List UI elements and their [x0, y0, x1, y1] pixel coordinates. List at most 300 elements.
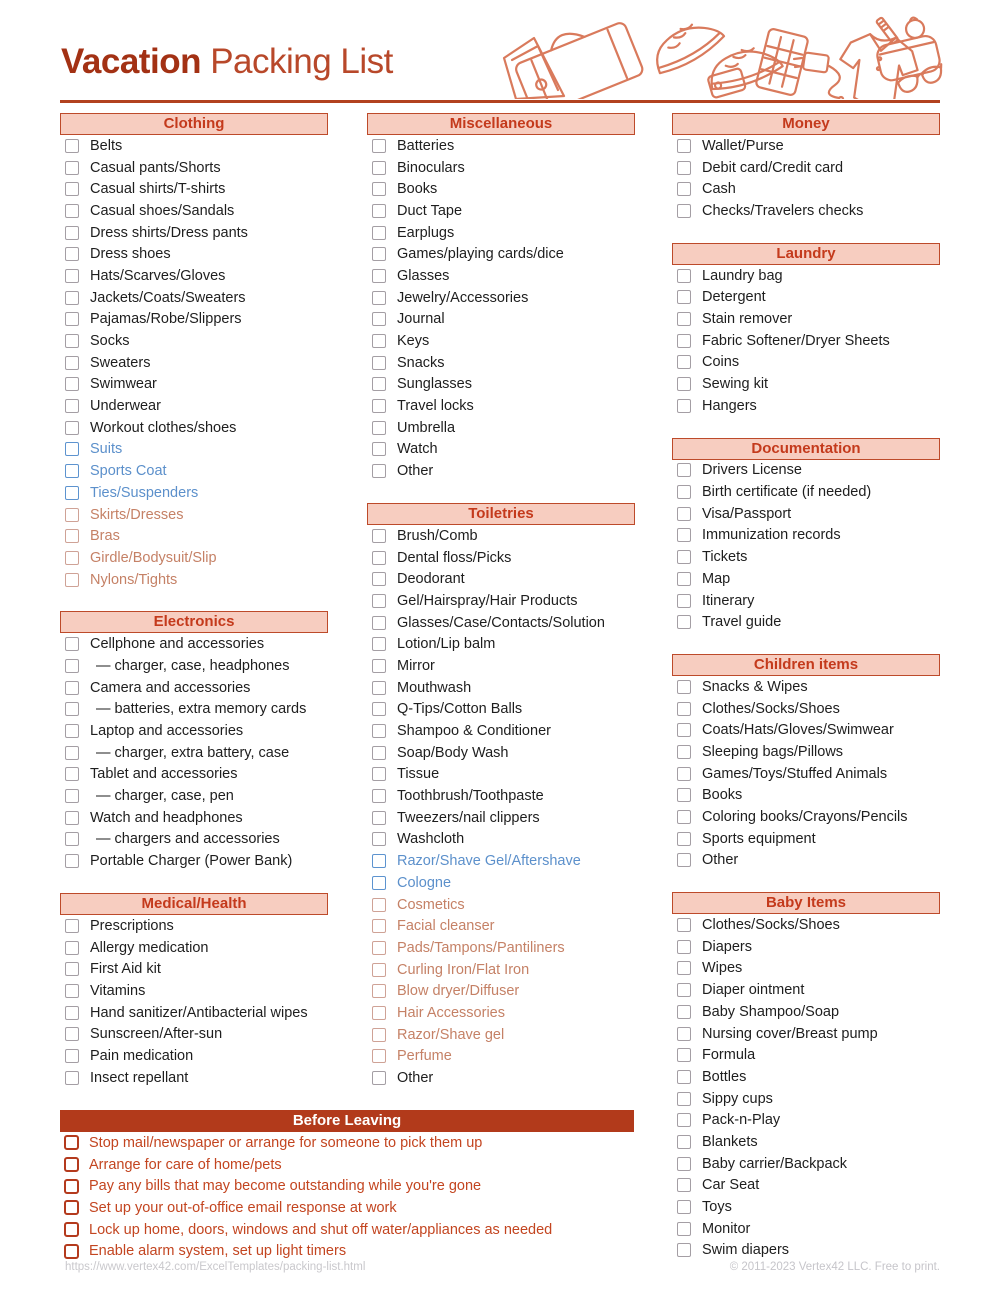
checkbox[interactable] — [65, 1049, 79, 1063]
checkbox[interactable] — [65, 789, 79, 803]
item-label: Detergent — [702, 289, 766, 306]
checkbox[interactable] — [677, 507, 691, 521]
item-label: Other — [397, 1070, 434, 1087]
item-label: Dress shoes — [90, 246, 171, 263]
checkbox[interactable] — [372, 161, 386, 175]
checklist-item — [367, 764, 635, 786]
item-label: Soap/Body Wash — [397, 744, 509, 761]
checklist-item — [367, 547, 635, 569]
checkbox[interactable] — [372, 1006, 386, 1020]
checkbox[interactable] — [677, 745, 691, 759]
section-header-money: Money — [672, 113, 940, 135]
checkbox[interactable] — [677, 1157, 691, 1171]
checkbox[interactable] — [677, 702, 691, 716]
section-header-documentation: Documentation — [672, 438, 940, 460]
checklist-item — [367, 720, 635, 742]
checklist-item — [60, 482, 328, 504]
item-label: Stop mail/newspaper or arrange for someone to pick them up — [89, 1134, 483, 1151]
checkbox[interactable] — [677, 680, 691, 694]
item-label: Formula — [702, 1047, 756, 1064]
item-label: Facial cleanser — [397, 918, 495, 935]
checkbox[interactable] — [677, 204, 691, 218]
item-label: Visa/Passport — [702, 505, 792, 522]
checkbox[interactable] — [65, 312, 79, 326]
checklist-item — [60, 157, 328, 179]
checklist-item — [60, 1240, 634, 1262]
checklist-item — [60, 915, 328, 937]
checkbox[interactable] — [372, 139, 386, 153]
checklist-item — [60, 958, 328, 980]
section-header-laundry: Laundry — [672, 243, 940, 265]
checkbox[interactable] — [65, 508, 79, 522]
checkbox[interactable] — [372, 572, 386, 586]
checklist-item — [367, 894, 635, 916]
checkbox[interactable] — [65, 464, 79, 478]
checkbox[interactable] — [372, 789, 386, 803]
charger-icon — [794, 52, 843, 99]
checkbox[interactable] — [65, 551, 79, 565]
item-label: Earplugs — [397, 224, 455, 241]
checkbox[interactable] — [677, 810, 691, 824]
checkbox[interactable] — [372, 1028, 386, 1042]
checkbox[interactable] — [64, 1157, 79, 1172]
checkbox[interactable] — [677, 1113, 691, 1127]
item-label: Coloring books/Crayons/Pencils — [702, 809, 908, 826]
checkbox[interactable] — [677, 528, 691, 542]
checkbox[interactable] — [65, 161, 79, 175]
item-label: Blow dryer/Diffuser — [397, 983, 520, 1000]
checkbox[interactable] — [372, 681, 386, 695]
checklist-item — [672, 546, 940, 568]
section-electronics — [60, 611, 328, 872]
checkbox[interactable] — [677, 1222, 691, 1236]
checkbox[interactable] — [677, 961, 691, 975]
item-label: — chargers and accessories — [96, 831, 280, 848]
checkbox[interactable] — [65, 486, 79, 500]
checkbox[interactable] — [372, 464, 386, 478]
checkbox[interactable] — [677, 723, 691, 737]
item-label: Clothes/Socks/Shoes — [702, 700, 840, 717]
checkbox[interactable] — [65, 659, 79, 673]
checkbox[interactable] — [65, 247, 79, 261]
item-label: Laundry bag — [702, 267, 783, 284]
checklist-item — [60, 1067, 328, 1089]
item-label: Swimwear — [90, 376, 157, 393]
checklist-item — [672, 850, 940, 872]
checkbox[interactable] — [372, 659, 386, 673]
checkbox[interactable] — [64, 1135, 79, 1150]
checkbox[interactable] — [677, 832, 691, 846]
checklist-item — [672, 1066, 940, 1088]
checkbox[interactable] — [65, 291, 79, 305]
checkbox[interactable] — [372, 377, 386, 391]
checklist-item — [367, 633, 635, 655]
checkbox[interactable] — [677, 1092, 691, 1106]
item-label: Allergy medication — [90, 939, 209, 956]
checklist-item — [672, 1218, 940, 1240]
checkbox[interactable] — [65, 832, 79, 846]
item-label: Pads/Tampons/Pantiliners — [397, 939, 565, 956]
section-laundry — [672, 243, 940, 417]
item-label: Enable alarm system, set up light timers — [89, 1243, 347, 1260]
footer-copyright: © 2011-2023 Vertex42 LLC. Free to print. — [729, 1261, 940, 1273]
item-label: Q-Tips/Cotton Balls — [397, 701, 523, 718]
checkbox[interactable] — [372, 594, 386, 608]
checkbox[interactable] — [677, 290, 691, 304]
checkbox[interactable] — [677, 1070, 691, 1084]
checkbox[interactable] — [64, 1244, 79, 1259]
checklist-item — [367, 699, 635, 721]
checkbox[interactable] — [65, 681, 79, 695]
checklist-item — [60, 633, 328, 655]
item-label: Tickets — [702, 549, 748, 566]
checklist-item — [367, 287, 635, 309]
checklist-item — [60, 395, 328, 417]
checkbox[interactable] — [65, 182, 79, 196]
item-label: Drivers License — [702, 462, 802, 479]
checkbox[interactable] — [372, 551, 386, 565]
item-label: Watch — [397, 441, 438, 458]
checkbox[interactable] — [677, 1135, 691, 1149]
checkbox[interactable] — [65, 962, 79, 976]
checkbox[interactable] — [677, 1178, 691, 1192]
checkbox[interactable] — [372, 811, 386, 825]
checkbox[interactable] — [372, 204, 386, 218]
checkbox[interactable] — [677, 139, 691, 153]
item-label: Hair Accessories — [397, 1004, 505, 1021]
checkbox[interactable] — [65, 1006, 79, 1020]
checkbox[interactable] — [65, 399, 79, 413]
checkbox[interactable] — [372, 269, 386, 283]
checklist-item — [60, 699, 328, 721]
item-label: Sunglasses — [397, 376, 472, 393]
item-label: Pajamas/Robe/Slippers — [90, 311, 242, 328]
checklist-item — [672, 157, 940, 179]
checklist-item — [672, 936, 940, 958]
section-header-children-items: Children items — [672, 654, 940, 676]
checklist-item — [672, 763, 940, 785]
checkbox[interactable] — [677, 615, 691, 629]
checklist-item — [60, 525, 328, 547]
checklist-item — [60, 460, 328, 482]
checkbox[interactable] — [372, 919, 386, 933]
checklist-item — [367, 655, 635, 677]
checkbox[interactable] — [677, 1005, 691, 1019]
checkbox[interactable] — [65, 377, 79, 391]
checklist-item — [367, 829, 635, 851]
checklist-item — [60, 742, 328, 764]
section-header-toiletries: Toiletries — [367, 503, 635, 525]
checkbox[interactable] — [65, 724, 79, 738]
item-label: Snacks & Wipes — [702, 678, 808, 695]
checklist-item — [672, 1023, 940, 1045]
item-label: Monitor — [702, 1220, 751, 1237]
checkbox[interactable] — [677, 182, 691, 196]
item-label: Itinerary — [702, 592, 755, 609]
checkbox[interactable] — [65, 139, 79, 153]
item-label: Coats/Hats/Gloves/Swimwear — [702, 722, 894, 739]
checkbox[interactable] — [65, 573, 79, 587]
checklist-item — [672, 611, 940, 633]
item-label: Shampoo & Conditioner — [397, 723, 551, 740]
checkbox[interactable] — [677, 485, 691, 499]
checklist-item — [367, 243, 635, 265]
checkbox[interactable] — [64, 1222, 79, 1237]
checkbox[interactable] — [372, 898, 386, 912]
item-label: Mirror — [397, 657, 435, 674]
checkbox[interactable] — [677, 550, 691, 564]
item-label: Sippy cups — [702, 1090, 773, 1107]
item-label: Set up your out-of-office email response at work — [89, 1199, 397, 1216]
checklist-item — [60, 135, 328, 157]
checkbox[interactable] — [372, 421, 386, 435]
checkbox[interactable] — [677, 161, 691, 175]
section-header-medical-health: Medical/Health — [60, 893, 328, 915]
item-label: Dress shirts/Dress pants — [90, 224, 248, 241]
item-label: Hangers — [702, 397, 757, 414]
section-header-miscellaneous: Miscellaneous — [367, 113, 635, 135]
column-right — [672, 113, 940, 1261]
checklist-item — [367, 807, 635, 829]
item-label: Lock up home, doors, windows and shut off water/appliances as needed — [89, 1221, 553, 1238]
checklist-item — [672, 806, 940, 828]
checkbox[interactable] — [65, 941, 79, 955]
item-label: Skirts/Dresses — [90, 506, 184, 523]
item-label: Swim diapers — [702, 1242, 790, 1259]
checkbox[interactable] — [677, 463, 691, 477]
checklist-item — [367, 1046, 635, 1068]
checklist-item — [60, 439, 328, 461]
page-title-bold: Vacation — [61, 42, 201, 81]
checkbox[interactable] — [372, 334, 386, 348]
item-label: Diaper ointment — [702, 982, 805, 999]
checklist-item — [60, 417, 328, 439]
section-money — [672, 113, 940, 222]
checkbox[interactable] — [372, 702, 386, 716]
checkbox[interactable] — [677, 594, 691, 608]
item-label: Baby Shampoo/Soap — [702, 1003, 840, 1020]
checkbox[interactable] — [64, 1200, 79, 1215]
checkbox[interactable] — [64, 1179, 79, 1194]
item-label: — charger, case, pen — [96, 788, 234, 805]
checkbox[interactable] — [65, 702, 79, 716]
checkbox[interactable] — [65, 984, 79, 998]
item-label: Map — [702, 570, 731, 587]
checklist-item — [672, 1001, 940, 1023]
checkbox[interactable] — [677, 572, 691, 586]
item-label: Hats/Scarves/Gloves — [90, 267, 226, 284]
checklist-item — [672, 481, 940, 503]
footer-url: https://www.vertex42.com/ExcelTemplates/packing-list.html — [65, 1261, 366, 1273]
checkbox[interactable] — [677, 918, 691, 932]
checkbox[interactable] — [677, 1027, 691, 1041]
before-leaving-host — [60, 1110, 634, 1262]
checkbox[interactable] — [372, 724, 386, 738]
checkbox[interactable] — [65, 767, 79, 781]
item-label: Pain medication — [90, 1047, 194, 1064]
checkbox[interactable] — [65, 1071, 79, 1085]
checklist-item — [60, 807, 328, 829]
checklist-item — [672, 460, 940, 482]
item-label: Cosmetics — [397, 896, 465, 913]
item-label: Lotion/Lip balm — [397, 636, 496, 653]
checkbox[interactable] — [372, 356, 386, 370]
checkbox[interactable] — [65, 334, 79, 348]
item-label: Debit card/Credit card — [702, 159, 844, 176]
checkbox[interactable] — [677, 355, 691, 369]
checkbox[interactable] — [677, 853, 691, 867]
item-label: Nursing cover/Breast pump — [702, 1025, 878, 1042]
item-label: Underwear — [90, 398, 161, 415]
checkbox[interactable] — [65, 421, 79, 435]
item-label: Sweaters — [90, 354, 151, 371]
checkbox[interactable] — [677, 788, 691, 802]
item-label: Travel locks — [397, 398, 474, 415]
checkbox[interactable] — [677, 767, 691, 781]
section-clothing — [60, 113, 328, 590]
section-header-before-leaving: Before Leaving — [60, 1110, 634, 1132]
item-label: Birth certificate (if needed) — [702, 484, 872, 501]
item-label: — charger, extra battery, case — [96, 744, 290, 761]
item-label: Bottles — [702, 1068, 747, 1085]
checkbox[interactable] — [65, 269, 79, 283]
checkbox[interactable] — [677, 1243, 691, 1257]
item-label: Suits — [90, 441, 123, 458]
item-label: Casual shoes/Sandals — [90, 202, 235, 219]
item-label: Games/playing cards/dice — [397, 246, 564, 263]
checkbox[interactable] — [372, 941, 386, 955]
item-label: Vitamins — [90, 982, 146, 999]
item-label: Brush/Comb — [397, 527, 478, 544]
checklist-item — [672, 503, 940, 525]
checkbox[interactable] — [372, 247, 386, 261]
item-label: Girdle/Bodysuit/Slip — [90, 549, 217, 566]
checklist-item — [672, 958, 940, 980]
checklist-item — [367, 612, 635, 634]
checkbox[interactable] — [372, 984, 386, 998]
item-label: Camera and accessories — [90, 679, 251, 696]
checkbox[interactable] — [677, 399, 691, 413]
checklist-item — [672, 914, 940, 936]
item-label: Tissue — [397, 766, 440, 783]
item-label: Tweezers/nail clippers — [397, 809, 540, 826]
checkbox[interactable] — [677, 983, 691, 997]
checkbox[interactable] — [677, 334, 691, 348]
checklist-item — [672, 1044, 940, 1066]
item-label: Sewing kit — [702, 376, 769, 393]
section-before-leaving — [60, 1110, 634, 1262]
checkbox[interactable] — [372, 529, 386, 543]
checkbox[interactable] — [372, 226, 386, 240]
checkbox[interactable] — [372, 291, 386, 305]
checkbox[interactable] — [372, 767, 386, 781]
item-label: Books — [702, 787, 743, 804]
checklist-item — [60, 200, 328, 222]
item-label: Coins — [702, 354, 740, 371]
checklist-item — [60, 330, 328, 352]
checklist-item — [60, 287, 328, 309]
checklist-item — [672, 741, 940, 763]
checklist-item — [367, 374, 635, 396]
checkbox[interactable] — [372, 637, 386, 651]
checkbox[interactable] — [65, 854, 79, 868]
checklist-item — [672, 676, 940, 698]
checklist-item — [60, 504, 328, 526]
checklist-item — [367, 417, 635, 439]
checkbox[interactable] — [677, 269, 691, 283]
checklist-item — [367, 460, 635, 482]
item-label: Curling Iron/Flat Iron — [397, 961, 530, 978]
checkbox[interactable] — [65, 811, 79, 825]
checkbox[interactable] — [372, 616, 386, 630]
checklist-item — [60, 829, 328, 851]
checklist-item — [367, 395, 635, 417]
checkbox[interactable] — [372, 854, 386, 868]
checkbox[interactable] — [677, 1048, 691, 1062]
item-label: Snacks — [397, 354, 445, 371]
checklist-item — [367, 1024, 635, 1046]
section-baby-items — [672, 892, 940, 1261]
checklist-item — [672, 330, 940, 352]
item-label: Deodorant — [397, 571, 465, 588]
checkbox[interactable] — [65, 529, 79, 543]
checkbox[interactable] — [372, 182, 386, 196]
section-miscellaneous — [367, 113, 635, 482]
checklist-item — [367, 872, 635, 894]
checkbox[interactable] — [372, 1071, 386, 1085]
item-label: Washcloth — [397, 831, 465, 848]
checkbox[interactable] — [677, 377, 691, 391]
item-label: Workout clothes/shoes — [90, 419, 237, 436]
checklist-item — [60, 850, 328, 872]
item-label: Gel/Hairspray/Hair Products — [397, 592, 578, 609]
checkbox[interactable] — [65, 919, 79, 933]
checkbox[interactable] — [372, 442, 386, 456]
checklist-item — [672, 200, 940, 222]
checkbox[interactable] — [65, 356, 79, 370]
item-label: Duct Tape — [397, 202, 463, 219]
item-label: Baby carrier/Backpack — [702, 1155, 848, 1172]
section-medical-health — [60, 893, 328, 1089]
checklist-item — [672, 1196, 940, 1218]
section-documentation — [672, 438, 940, 634]
checkbox[interactable] — [65, 637, 79, 651]
checkbox[interactable] — [677, 312, 691, 326]
checkbox[interactable] — [372, 876, 386, 890]
checkbox[interactable] — [372, 832, 386, 846]
checkbox[interactable] — [372, 963, 386, 977]
checkbox[interactable] — [65, 226, 79, 240]
checklist-item — [672, 1109, 940, 1131]
checkbox[interactable] — [65, 1027, 79, 1041]
checklist-item — [367, 568, 635, 590]
checkbox[interactable] — [372, 1049, 386, 1063]
checkbox[interactable] — [65, 746, 79, 760]
item-label: Fabric Softener/Dryer Sheets — [702, 332, 890, 349]
checkbox[interactable] — [372, 399, 386, 413]
checkbox[interactable] — [65, 442, 79, 456]
checklist-item — [367, 200, 635, 222]
checkbox[interactable] — [677, 940, 691, 954]
checkbox[interactable] — [677, 1200, 691, 1214]
item-label: Insect repellant — [90, 1069, 189, 1086]
item-label: Laptop and accessories — [90, 723, 244, 740]
checkbox[interactable] — [372, 312, 386, 326]
column-left — [60, 113, 328, 1089]
checkbox[interactable] — [65, 204, 79, 218]
item-label: Jewelry/Accessories — [397, 289, 529, 306]
checkbox[interactable] — [372, 746, 386, 760]
